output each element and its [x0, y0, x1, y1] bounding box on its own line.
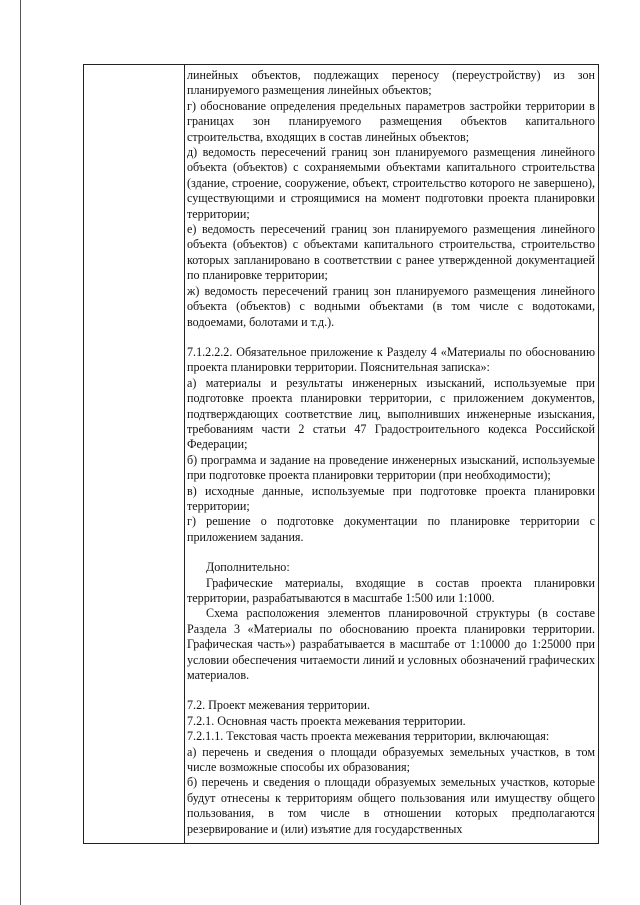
- paragraph: Дополнительно:: [206, 560, 290, 575]
- paragraph: б) программа и задание на проведение инженерных изысканий, используемые при подготовке проекта планировки территории (при необходимости);: [187, 452, 595, 483]
- scan-edge-line: [20, 0, 21, 905]
- paragraph: линейных объектов, подлежащих переносу (переустройству) из зон планируемого размещения линейных объектов;: [187, 68, 595, 98]
- section-heading: 7.2.1.1. Текстовая часть проекта межевания территории, включающая:: [187, 729, 550, 744]
- table-column-divider: [184, 65, 185, 843]
- paragraph: 7.1.2.2.2. Обязательное приложение к Разделу 4 «Материалы по обоснованию проекта планировки территории. Пояснительная записка»:: [187, 344, 595, 375]
- section-heading: 7.2.1. Основная часть проекта межевания территории.: [187, 713, 466, 728]
- paragraph: ж) ведомость пересечений границ зон планируемого размещения линейного объекта (объектов) с водными объектами (в том числе с водотоками, водоемами, болотами и т.д.).: [187, 283, 595, 329]
- paragraph: а) перечень и сведения о площади образуемых земельных участков, в том числе возможные способы их образования;: [187, 744, 595, 775]
- paragraph: Графические материалы, входящие в состав проекта планировки территории, разрабатываются в масштабе 1:500 или 1:1000.: [187, 575, 595, 605]
- paragraph: Схема расположения элементов планировочной структуры (в составе Раздела 3 «Материалы по обоснованию проекта планировки территории. Графическая часть») разрабатывается в масштабе от 1:10000 до 1:25000 при условии обеспечения читаемости линий и условных обозначений графических материалов.: [187, 606, 595, 683]
- paragraph: г) обоснование определения предельных параметров застройки территории в границах зон планируемого размещения объектов капитального строительства, входящих в состав линейных объектов;: [187, 98, 595, 144]
- paragraph: е) ведомость пересечений границ зон планируемого размещения линейного объекта (объектов) с объектами капитального строительства, строительство которых запланировано в соответствии с ранее утвержденной документацией по планировке территории;: [187, 222, 595, 283]
- table-content-cell: [187, 68, 595, 837]
- paragraph: д) ведомость пересечений границ зон планируемого размещения линейного объекта (объектов) с сохраняемыми объектами капитального строительства (здание, строение, сооружение, объект, строительство которого не завершено), существующими и строящимися на момент подготовки проекта планировки территории;: [187, 145, 595, 221]
- paragraph: б) перечень и сведения о площади образуемых земельных участков, которые будут отнесены к территориям общего пользования или имуществу общего пользования, в том числе в отношении которых предполагаются резервирование и (или) изъятие для государственных: [187, 775, 595, 836]
- paragraph: а) материалы и результаты инженерных изысканий, используемые при подготовке проекта планировки территории, с приложением документов, подтверждающих соответствие лиц, выполнивших инженерные изыскания, требованиям части 2 статьи 47 Градостроительного кодекса Российской Федерации;: [187, 375, 595, 452]
- paragraph: в) исходные данные, используемые при подготовке проекта планировки территории;: [187, 483, 595, 513]
- section-heading: 7.2. Проект межевания территории.: [187, 698, 370, 713]
- paragraph: г) решение о подготовке документации по планировке территории с приложением задания.: [187, 514, 595, 544]
- document-table: [83, 64, 599, 844]
